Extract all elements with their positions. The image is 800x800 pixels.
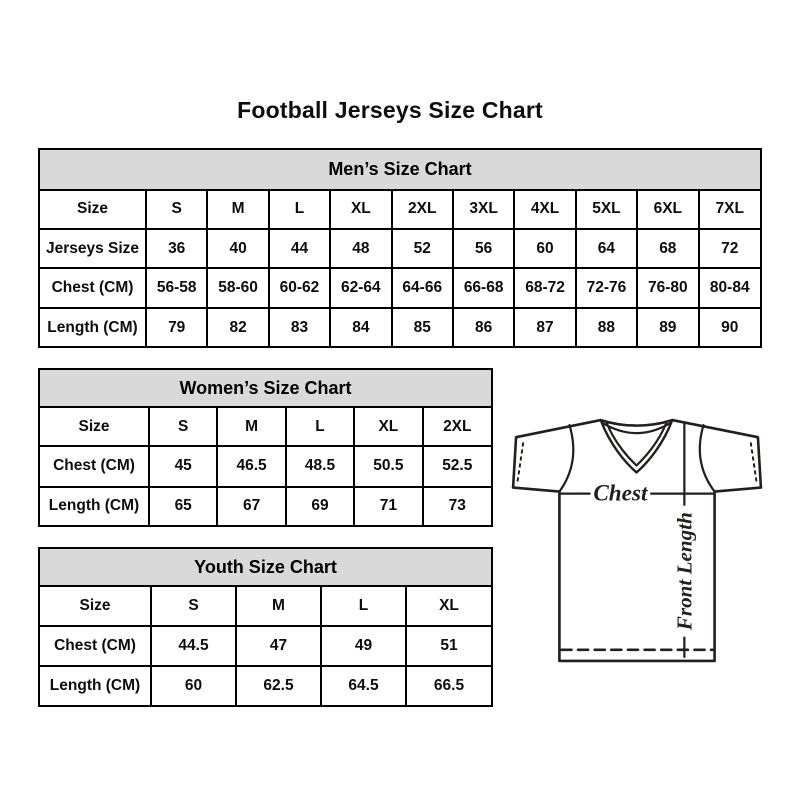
value-cell: 5XL <box>576 191 637 229</box>
value-cell: 46.5 <box>217 446 285 486</box>
value-cell: 66.5 <box>406 666 491 705</box>
womens-size-chart-title: Women’s Size Chart <box>40 370 491 408</box>
table-row <box>40 446 491 486</box>
value-cell: 90 <box>699 308 760 346</box>
value-cell: 72 <box>699 229 760 269</box>
value-cell: 2XL <box>392 191 453 229</box>
value-cell: 44.5 <box>151 626 236 667</box>
value-cell: 6XL <box>637 191 698 229</box>
table-row <box>40 587 491 626</box>
table-row <box>40 487 491 525</box>
value-cell: L <box>269 191 330 229</box>
jersey-measurement-diagram <box>503 412 771 674</box>
value-cell: 60-62 <box>269 268 330 308</box>
value-cell: 83 <box>269 308 330 346</box>
value-cell: 60 <box>151 666 236 705</box>
womens-size-table <box>40 408 491 525</box>
value-cell: 45 <box>149 446 217 486</box>
row-label-cell: Chest (CM) <box>40 626 151 667</box>
value-cell: 48.5 <box>286 446 354 486</box>
value-cell: 48 <box>330 229 391 269</box>
value-cell: 4XL <box>514 191 575 229</box>
table-row <box>40 626 491 667</box>
value-cell: 58-60 <box>207 268 268 308</box>
value-cell: 52 <box>392 229 453 269</box>
value-cell: 56 <box>453 229 514 269</box>
value-cell: 60 <box>514 229 575 269</box>
table-row <box>40 229 760 269</box>
value-cell: 67 <box>217 487 285 525</box>
table-row <box>40 191 760 229</box>
youth-size-chart <box>38 547 493 707</box>
row-label-cell: Size <box>40 408 149 446</box>
row-label-cell: Size <box>40 191 146 229</box>
value-cell: 88 <box>576 308 637 346</box>
jersey-outline <box>513 420 761 661</box>
value-cell: 64 <box>576 229 637 269</box>
table-row <box>40 308 760 346</box>
table-row <box>40 268 760 308</box>
value-cell: 56-58 <box>146 268 207 308</box>
value-cell: S <box>151 587 236 626</box>
value-cell: 69 <box>286 487 354 525</box>
value-cell: 49 <box>321 626 406 667</box>
value-cell: 66-68 <box>453 268 514 308</box>
value-cell: 62-64 <box>330 268 391 308</box>
row-label-cell: Size <box>40 587 151 626</box>
value-cell: 73 <box>423 487 491 525</box>
value-cell: L <box>321 587 406 626</box>
value-cell: S <box>149 408 217 446</box>
womens-size-chart <box>38 368 493 527</box>
row-label-cell: Jerseys Size <box>40 229 146 269</box>
chest-measure-label: Chest <box>593 480 648 507</box>
value-cell: 65 <box>149 487 217 525</box>
value-cell: L <box>286 408 354 446</box>
value-cell: 2XL <box>423 408 491 446</box>
value-cell: 64-66 <box>392 268 453 308</box>
value-cell: 44 <box>269 229 330 269</box>
value-cell: 71 <box>354 487 422 525</box>
value-cell: 40 <box>207 229 268 269</box>
mens-size-chart <box>38 148 762 348</box>
value-cell: 64.5 <box>321 666 406 705</box>
value-cell: 3XL <box>453 191 514 229</box>
youth-size-chart-title: Youth Size Chart <box>40 549 491 587</box>
value-cell: 76-80 <box>637 268 698 308</box>
row-label-cell: Length (CM) <box>40 666 151 705</box>
value-cell: 68-72 <box>514 268 575 308</box>
value-cell: 87 <box>514 308 575 346</box>
value-cell: M <box>236 587 321 626</box>
value-cell: 62.5 <box>236 666 321 705</box>
value-cell: 86 <box>453 308 514 346</box>
row-label-cell: Length (CM) <box>40 487 149 525</box>
value-cell: 51 <box>406 626 491 667</box>
value-cell: 85 <box>392 308 453 346</box>
value-cell: XL <box>354 408 422 446</box>
value-cell: M <box>207 191 268 229</box>
front-length-measure-label: Front Length <box>672 512 697 631</box>
mens-size-table <box>40 191 760 346</box>
value-cell: 80-84 <box>699 268 760 308</box>
value-cell: XL <box>406 587 491 626</box>
mens-size-chart-title: Men’s Size Chart <box>40 150 760 191</box>
table-row <box>40 666 491 705</box>
row-label-cell: Length (CM) <box>40 308 146 346</box>
value-cell: 79 <box>146 308 207 346</box>
value-cell: 89 <box>637 308 698 346</box>
value-cell: 82 <box>207 308 268 346</box>
page-title: Football Jerseys Size Chart <box>237 97 543 123</box>
table-row <box>40 408 491 446</box>
value-cell: M <box>217 408 285 446</box>
row-label-cell: Chest (CM) <box>40 268 146 308</box>
value-cell: 72-76 <box>576 268 637 308</box>
value-cell: XL <box>330 191 391 229</box>
value-cell: S <box>146 191 207 229</box>
value-cell: 50.5 <box>354 446 422 486</box>
value-cell: 52.5 <box>423 446 491 486</box>
row-label-cell: Chest (CM) <box>40 446 149 486</box>
value-cell: 36 <box>146 229 207 269</box>
value-cell: 47 <box>236 626 321 667</box>
youth-size-table <box>40 587 491 705</box>
value-cell: 84 <box>330 308 391 346</box>
value-cell: 68 <box>637 229 698 269</box>
value-cell: 7XL <box>699 191 760 229</box>
